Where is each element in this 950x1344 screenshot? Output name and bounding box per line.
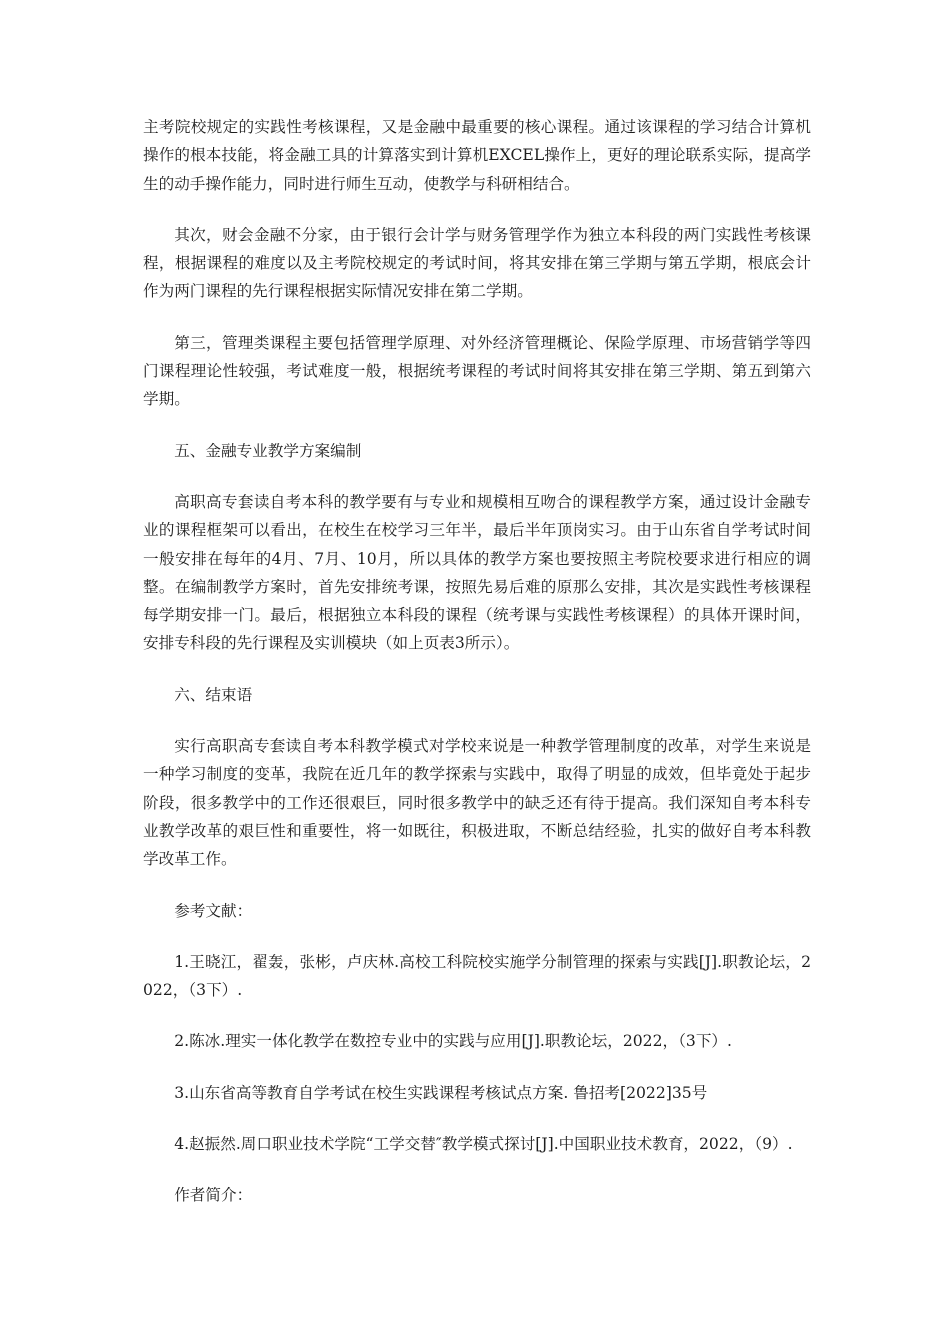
section-heading-6: 六、结束语 — [174, 685, 253, 704]
document-page — [143, 113, 811, 1233]
reference-item-4: 4.赵振然.周口职业技术学院“工学交替″教学模式探讨[J].中国职业技术教育，2022，（9）. — [174, 1135, 793, 1154]
paragraph-practical-course: 主考院校规定的实践性考核课程，又是金融中最重要的核心课程。通过该课程的学习结合计算机操作的根本技能，将金融工具的计算落实到计算机EXCEL操作上，更好的理论联系实际，提高学生的动手操作能力，同时进行师生互动，使教学与科研相结合。 — [143, 118, 811, 193]
reference-item-3: 3.山东省高等教育自学考试在校生实践课程考核试点方案. 鲁招考[2022]35号 — [174, 1083, 708, 1102]
section-heading-5: 五、金融专业教学方案编制 — [174, 441, 362, 460]
paragraph-management-courses: 第三，管理类课程主要包括管理学原理、对外经济管理概论、保险学原理、市场营销学等四门课程理论性较强，考试难度一般，根据统考课程的考试时间将其安排在第三学期、第五到第六学期。 — [143, 333, 811, 409]
paragraph-accounting-finance: 其次，财会金融不分家，由于银行会计学与财务管理学作为独立本科段的两门实践性考核课程，根据课程的难度以及主考院校规定的考试时间，将其安排在第三学期与第五学期，根底会计作为两门课程的先行课程根据实际情况安排在第二学期。 — [143, 225, 811, 301]
reference-item-2: 2.陈冰.理实一体化教学在数控专业中的实践与应用[J].职教论坛，2022，（3下）. — [174, 1032, 732, 1051]
references-heading: 参考文献： — [174, 901, 253, 920]
author-bio-heading: 作者简介： — [174, 1186, 253, 1205]
reference-item-1: 1.王晓江，翟轰，张彬，卢庆林.高校工科院校实施学分制管理的探索与实践[J].职教论坛，2022，（3下）. — [143, 952, 811, 1000]
paragraph-teaching-plan: 高职高专套读自考本科的教学要有与专业和规模相互吻合的课程教学方案，通过设计金融专业的课程框架可以看出，在校生在校学习三年半，最后半年顶岗实习。由于山东省自学考试时间一般安排在每年的4月、7月、10月，所以具体的教学方案也要按照主考院校要求进行相应的调整。在编制教学方案时，首先安排统考课，按照先易后难的原那么安排，其次是实践性考核课程每学期安排一门。最后，根据独立本科段的课程（统考课与实践性考核课程）的具体开课时间，安排专科段的先行课程及实训模块（如上页表3所示）。 — [143, 492, 811, 653]
paragraph-conclusion: 实行高职高专套读自考本科教学模式对学校来说是一种教学管理制度的改革，对学生来说是一种学习制度的变革，我院在近几年的教学探索与实践中，取得了明显的成效，但毕竟处于起步阶段，很多教学中的工作还很艰巨，同时很多教学中的缺乏还有待于提高。我们深知自考本科专业教学改革的艰巨性和重要性，将一如既往，积极进取，不断总结经验，扎实的做好自考本科教学改革工作。 — [143, 737, 811, 869]
